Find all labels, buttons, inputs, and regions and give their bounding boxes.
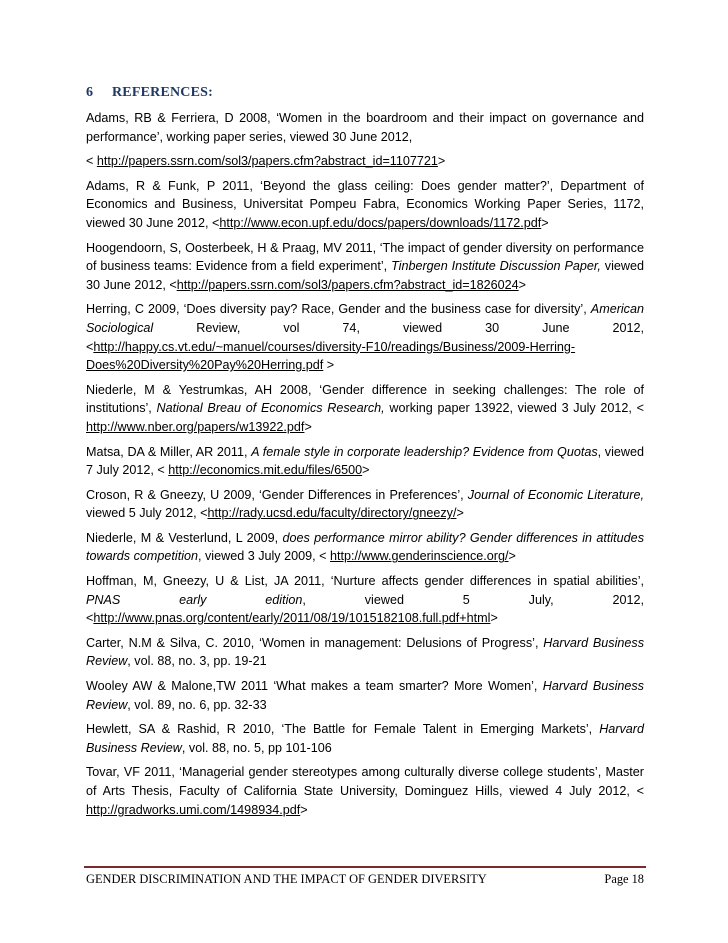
- reference-link[interactable]: http://papers.ssrn.com/sol3/papers.cfm?abstract_id=1107721: [96, 154, 438, 169]
- reference-text: , vol. 88, no. 3, pp. 19-21: [127, 654, 267, 669]
- reference-entry: [86, 381, 644, 437]
- reference-text: Matsa, DA & Miller, AR 2011,: [86, 444, 252, 459]
- reference-text: Hoogendoorn, S, Oosterbeek, H & Praag, MV 2011, ‘The impact of gender diversity on performance of business teams: Evidence from a field experiment’,: [86, 240, 644, 274]
- reference-text: >: [518, 277, 527, 292]
- reference-text: , viewed 5 July, 2012, <: [86, 592, 644, 626]
- page-footer: [86, 872, 644, 887]
- section-heading: [86, 85, 213, 101]
- reference-text: >: [490, 611, 498, 626]
- reference-entry: [86, 300, 644, 374]
- reference-text: >: [456, 506, 464, 521]
- reference-link[interactable]: http://www.econ.upf.edu/docs/papers/downloads/1172.pdf: [219, 215, 542, 230]
- page-number: Page 18: [604, 872, 644, 886]
- reference-link[interactable]: http://rady.ucsd.edu/faculty/directory/gneezy/: [207, 506, 457, 521]
- reference-text: Herring, C 2009, ‘Does diversity pay? Race, Gender and the business case for diversity’,: [86, 302, 591, 317]
- reference-text: , viewed 7 July 2012, <: [86, 444, 645, 478]
- reference-text: Hoffman, M, Gneezy, U & List, JA 2011, ‘Nurture affects gender differences in spatial abilities’,: [86, 574, 644, 589]
- reference-text: >: [304, 419, 312, 434]
- reference-text: Croson, R & Gneezy, U 2009, ‘Gender Differences in Preferences’,: [86, 487, 468, 502]
- reference-link[interactable]: http://papers.ssrn.com/sol3/papers.cfm?abstract_id=1826024: [176, 277, 519, 292]
- reference-source: National Breau of Economics Research,: [156, 401, 385, 416]
- reference-text: >: [300, 802, 308, 817]
- reference-entry: [86, 677, 644, 714]
- reference-text: Carter, N.M & Silva, C. 2010, ‘Women in management: Delusions of Progress’,: [86, 635, 544, 650]
- reference-text: >: [437, 154, 446, 169]
- reference-source: Harvard Business Review: [86, 722, 644, 755]
- reference-list: [86, 109, 644, 825]
- reference-text: , vol. 88, no. 5, pp 101-106: [181, 740, 332, 755]
- reference-text: viewed 5 July 2012, <: [86, 506, 208, 521]
- reference-link[interactable]: http://happy.cs.vt.edu/~manuel/courses/diversity-F10/readings/Business/2009-Herring-Does%20Diversity%20Pay%20Herring.pdf: [86, 339, 576, 373]
- reference-link[interactable]: http://gradworks.umi.com/1498934.pdf: [86, 802, 301, 817]
- reference-entry: [86, 486, 644, 523]
- reference-source: Journal of Economic Literature,: [467, 487, 644, 502]
- reference-source: American Sociological: [86, 302, 644, 335]
- reference-entry: [86, 109, 644, 146]
- reference-source: A female style in corporate leadership? Evidence from Quotas: [251, 444, 598, 459]
- reference-text: >: [362, 463, 370, 478]
- reference-text: Adams, R & Funk, P 2011, ‘Beyond the glass ceiling: Does gender matter?’, Department of Economics and Business, Universitat Pompeu Fabra, Economics Working Paper Series, 1172, viewed 30 June 2012, <: [86, 178, 644, 230]
- footer-divider: [84, 866, 646, 868]
- reference-text: viewed 30 June 2012, <: [86, 259, 645, 292]
- reference-link[interactable]: http://www.nber.org/papers/w13922.pdf: [86, 419, 305, 434]
- reference-text: >: [323, 358, 335, 373]
- reference-source: Harvard Business Review: [86, 635, 644, 669]
- reference-text: <: [86, 154, 97, 169]
- reference-text: Hewlett, SA & Rashid, R 2010, ‘The Battle for Female Talent in Emerging Markets’,: [86, 722, 600, 737]
- reference-text: Wooley AW & Malone,TW 2011 ‘What makes a team smarter? More Women’,: [86, 679, 543, 694]
- reference-source: Harvard Business Review: [86, 679, 644, 712]
- reference-source: Tinbergen Institute Discussion Paper,: [391, 259, 601, 274]
- reference-entry: [86, 572, 644, 628]
- reference-entry: [86, 177, 644, 233]
- reference-source: does performance mirror ability? Gender differences in attitudes towards competition: [86, 530, 644, 564]
- reference-entry: [86, 634, 644, 671]
- reference-link[interactable]: http://economics.mit.edu/files/6500: [168, 463, 363, 478]
- reference-link[interactable]: http://www.pnas.org/content/early/2011/08/19/1015182108.full.pdf+html: [93, 611, 491, 626]
- section-title: REFERENCES:: [112, 85, 213, 100]
- reference-text: working paper 13922, viewed 3 July 2012, <: [384, 401, 644, 416]
- reference-text: >: [541, 215, 549, 230]
- reference-entry: [86, 443, 644, 480]
- reference-text: Review, vol 74, viewed 30 June 2012, <: [86, 320, 644, 354]
- reference-text: Niederle, M & Yestrumkas, AH 2008, ‘Gender difference in seeking challenges: The role of institutions’,: [86, 382, 644, 416]
- reference-text: Adams, RB & Ferriera, D 2008, ‘Women in the boardroom and their impact on governance and performance’, working paper series, viewed 30 June 2012,: [86, 111, 644, 144]
- section-number: 6: [86, 85, 94, 100]
- reference-text: Tovar, VF 2011, ‘Managerial gender stereotypes among culturally diverse college students’, Master of Arts Thesis, Faculty of California State University, Dominguez Hills, viewed 4 July 2012, <: [86, 765, 644, 798]
- reference-entry: [86, 529, 644, 566]
- reference-text: >: [508, 549, 516, 564]
- reference-entry: [86, 239, 644, 295]
- reference-text: , vol. 89, no. 6, pp. 32-33: [127, 697, 267, 712]
- reference-entry: [86, 152, 644, 171]
- reference-link[interactable]: http://www.genderinscience.org/: [329, 549, 509, 564]
- footer-title: GENDER DISCRIMINATION AND THE IMPACT OF GENDER DIVERSITY: [86, 872, 487, 886]
- reference-entry: [86, 720, 644, 757]
- reference-text: , viewed 3 July 2009, <: [198, 549, 330, 564]
- reference-text: Niederle, M & Vesterlund, L 2009,: [86, 530, 283, 545]
- reference-source: PNAS early edition: [86, 592, 303, 607]
- reference-entry: [86, 763, 644, 819]
